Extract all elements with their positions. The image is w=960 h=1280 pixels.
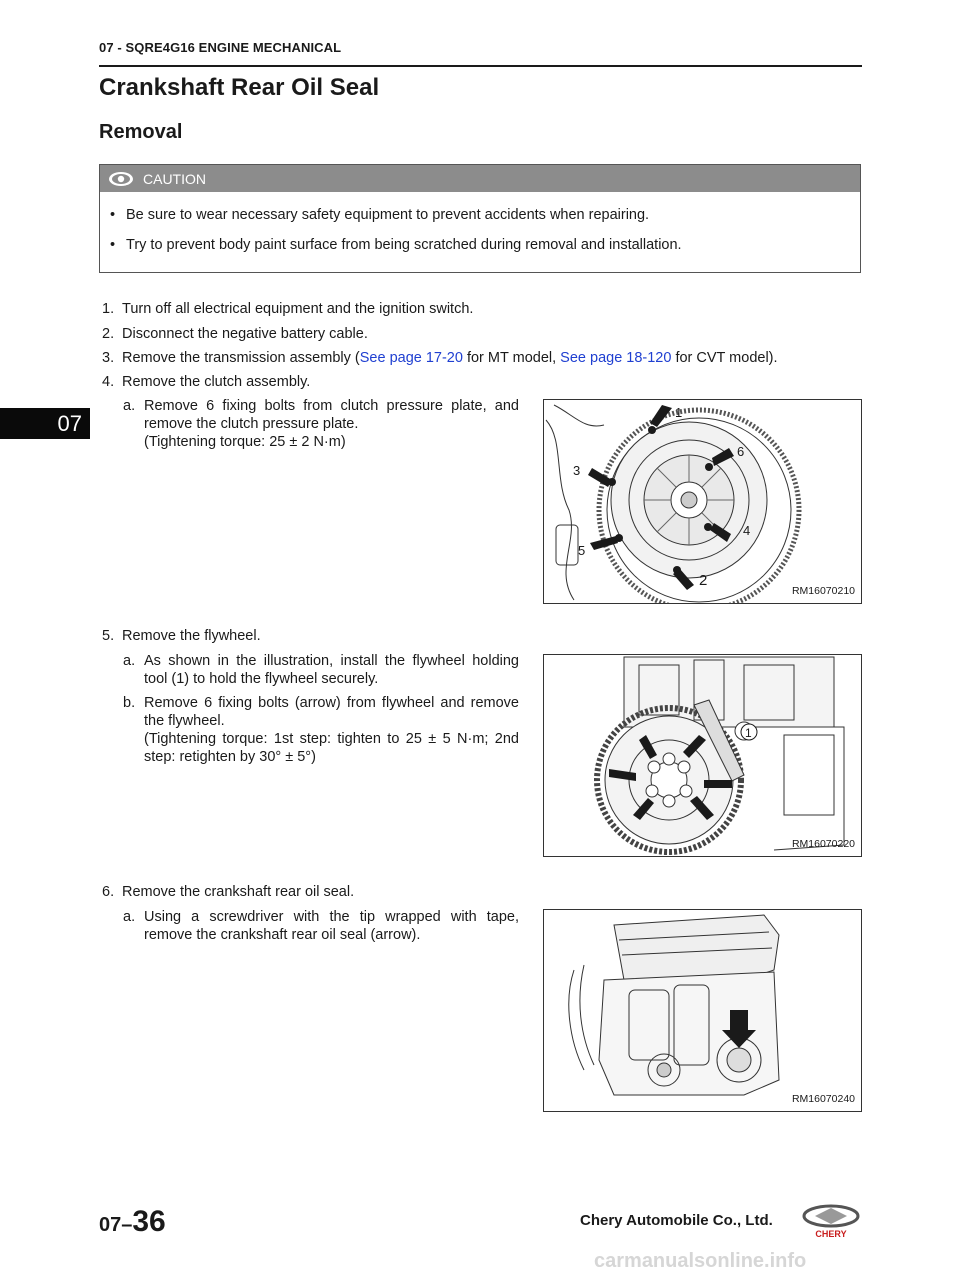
eye-icon — [108, 171, 134, 187]
substep-5b — [123, 694, 519, 766]
torque-text: (Tightening torque: 25 ± 2 N·m) — [144, 434, 346, 450]
flywheel-illustration — [544, 655, 861, 856]
substep-6a — [123, 908, 519, 944]
caution-item: • Try to prevent body paint surface from being scratched during removal and installation. — [126, 236, 860, 254]
substep-letter: a. — [123, 653, 136, 669]
callout-2: 2 — [699, 572, 708, 589]
substep-letter: b. — [123, 695, 136, 711]
step-5 — [102, 627, 522, 645]
substep-letter: a. — [123, 909, 136, 925]
callout-5: 5 — [578, 543, 586, 558]
step-number: 1. — [102, 301, 115, 317]
caution-header — [100, 165, 860, 192]
logo-text: CHERY — [815, 1229, 847, 1239]
step-3 — [102, 349, 862, 367]
step-text-part: Remove the transmission assembly ( — [122, 350, 360, 366]
chapter-side-tab: 07 — [0, 408, 90, 439]
figure-flywheel — [543, 654, 862, 857]
substep-text: Using a screwdriver with the tip wrapped with tape, remove the crankshaft rear oil seal (arrow). — [144, 909, 519, 943]
step-number: 6. — [102, 884, 115, 900]
step-number: 2. — [102, 326, 115, 342]
chery-logo-icon — [801, 1204, 861, 1240]
step-1 — [102, 300, 862, 318]
substep-text: As shown in the illustration, install the flywheel holding tool (1) to hold the flywheel securely. — [144, 653, 519, 687]
link-see-page-18-120[interactable]: See page 18-120 — [560, 350, 672, 366]
step-text-part: for MT model, — [462, 350, 561, 366]
caution-list — [100, 192, 860, 254]
substep-text: Remove 6 fixing bolts (arrow) from flywheel and remove the flywheel. — [144, 695, 519, 729]
header-rule — [99, 65, 862, 67]
step-text: Remove the flywheel. — [122, 628, 261, 644]
figure-clutch-pressure-plate — [543, 399, 862, 604]
caution-label: CAUTION — [143, 170, 206, 187]
torque-text: (Tightening torque: 1st step: tighten to 25 ± 5 N·m; 2nd step: retighten by 30° ± 5°) — [144, 731, 519, 765]
step-4 — [102, 373, 522, 391]
callout-4: 4 — [743, 523, 751, 538]
substep-4a — [123, 397, 519, 451]
caution-item: • Be sure to wear necessary safety equipment to prevent accidents when repairing. — [126, 206, 860, 224]
figure-crankshaft-rear-oil-seal — [543, 909, 862, 1112]
page-number — [99, 1205, 166, 1239]
callout-1: 1 — [675, 405, 683, 420]
step-text: Remove the clutch assembly. — [122, 374, 311, 390]
clutch-illustration — [544, 400, 861, 603]
company-name: Chery Automobile Co., Ltd. — [580, 1212, 773, 1229]
step-2 — [102, 325, 862, 343]
callout-1: 1 — [745, 726, 752, 740]
figure-label: RM16070240 — [791, 1093, 855, 1105]
callout-3: 3 — [573, 463, 581, 478]
step-number: 5. — [102, 628, 115, 644]
watermark: carmanualsonline.info — [594, 1250, 807, 1272]
caution-box — [99, 164, 861, 273]
substep-5a — [123, 652, 519, 688]
substep-text: Remove 6 fixing bolts from clutch pressure plate, and remove the clutch pressure plate. — [144, 398, 519, 432]
step-number: 4. — [102, 374, 115, 390]
link-see-page-17-20[interactable]: See page 17-20 — [359, 350, 463, 366]
header-title: 07 - SQRE4G16 ENGINE MECHANICAL — [99, 40, 342, 55]
step-text-part: for CVT model). — [671, 350, 778, 366]
callout-6: 6 — [737, 444, 745, 459]
step-text: Disconnect the negative battery cable. — [122, 326, 368, 342]
page-prefix: 07– — [99, 1214, 133, 1236]
engine-illustration — [544, 910, 861, 1111]
step-6 — [102, 883, 522, 901]
step-text — [122, 349, 778, 367]
page-title: Crankshaft Rear Oil Seal — [99, 74, 380, 101]
page-number-value: 36 — [132, 1205, 166, 1238]
figure-label: RM16070220 — [791, 838, 855, 850]
step-text: Remove the crankshaft rear oil seal. — [122, 884, 355, 900]
section-title: Removal — [99, 121, 183, 143]
step-number: 3. — [102, 350, 115, 366]
substep-letter: a. — [123, 398, 136, 414]
figure-label: RM16070210 — [791, 585, 855, 597]
step-text: Turn off all electrical equipment and the ignition switch. — [122, 301, 474, 317]
